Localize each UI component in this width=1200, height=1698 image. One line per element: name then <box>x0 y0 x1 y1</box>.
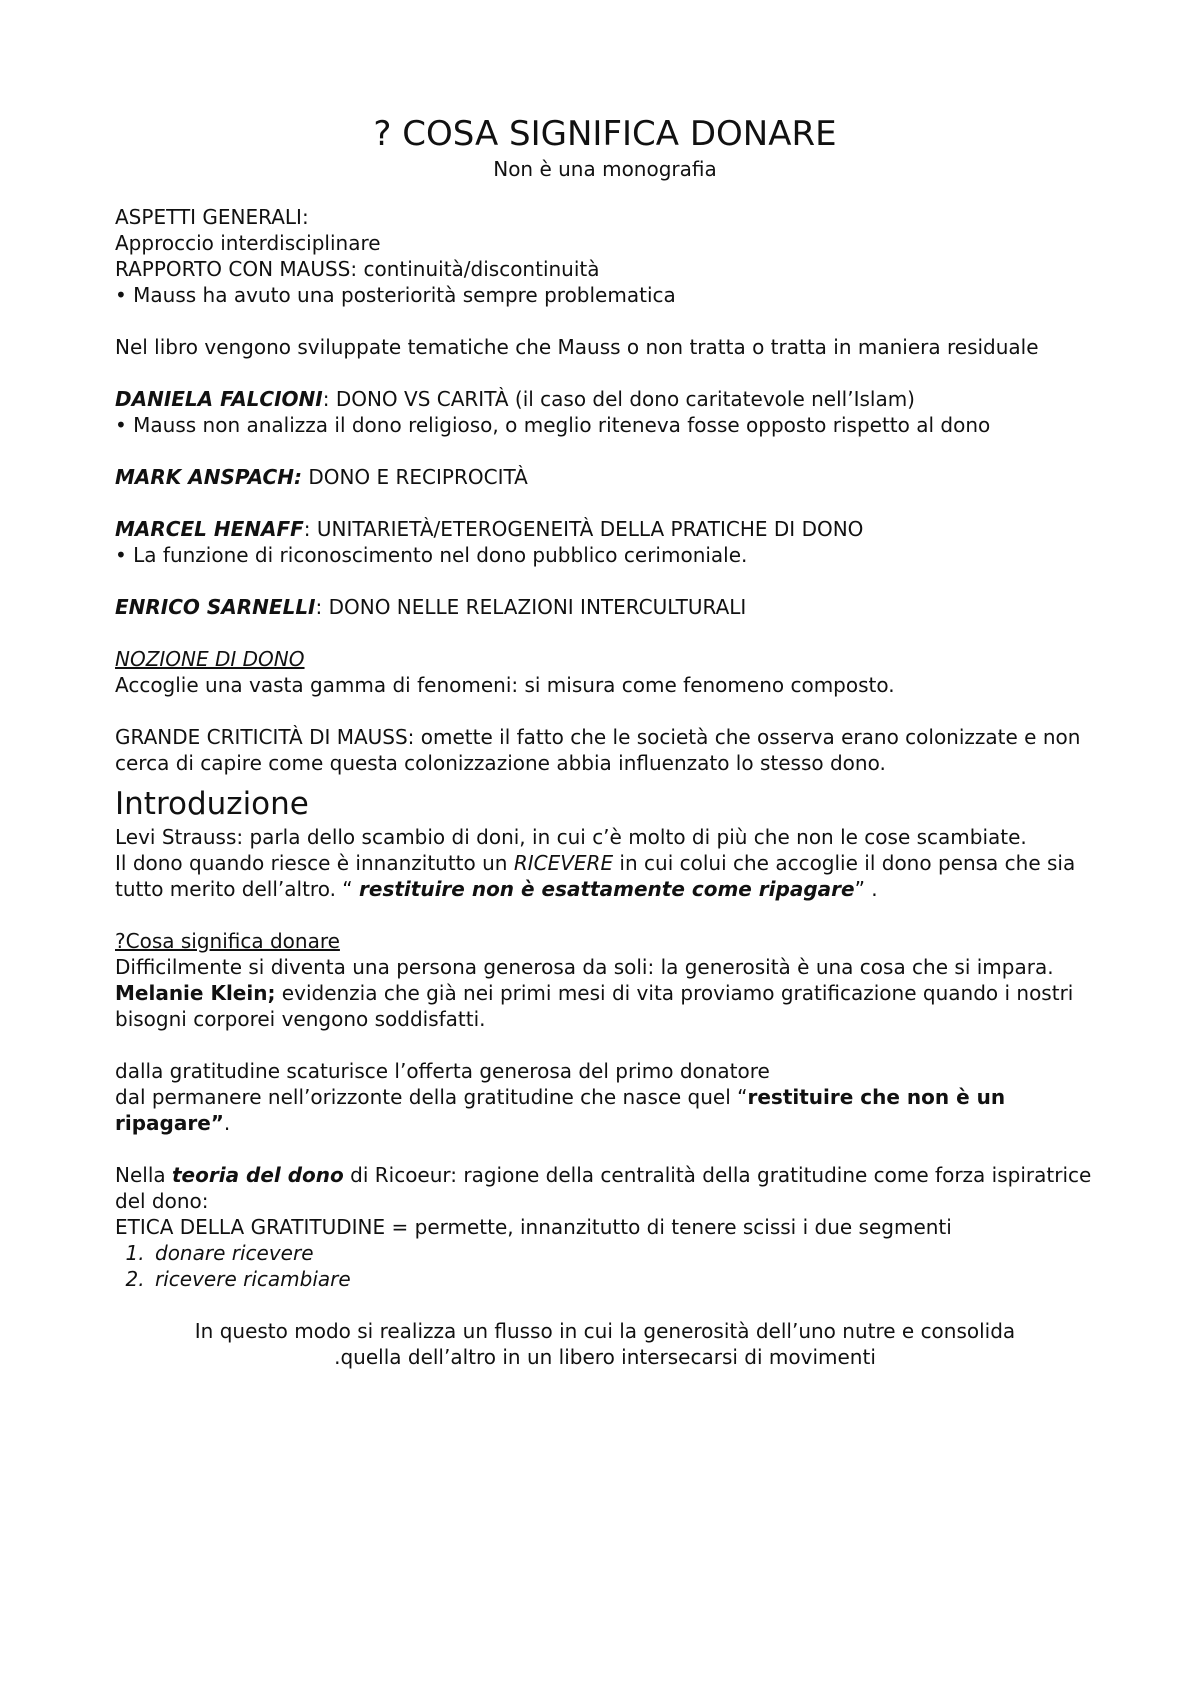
introduzione-heading: Introduzione <box>115 786 309 822</box>
list-item: 2. ricevere ricambiare <box>151 1266 1095 1292</box>
henaff-text: : UNITARIETÀ/ETEROGENEITÀ DELLA PRATICHE DI DONO <box>303 517 864 541</box>
klein-name: Melanie Klein; <box>115 981 276 1005</box>
ricoeur-paragraph <box>115 1162 1095 1214</box>
ricoeur-text-a: Nella <box>115 1163 172 1187</box>
dono-text-a: Il dono quando riesce è innanzitutto un <box>115 851 514 875</box>
aspetti-line1: Approccio interdisciplinare <box>115 231 381 255</box>
anspach-name: MARK ANSPACH: <box>115 465 302 489</box>
ricoeur-teoria: teoria del dono <box>172 1163 344 1187</box>
criticita-paragraph: GRANDE CRITICITÀ DI MAUSS: omette il fatto che le società che osserva erano colonizzate e non cerca di capire come questa colonizzazione abbia influenzato lo stesso dono. <box>115 725 1081 775</box>
nozione-heading: NOZIONE DI DONO <box>115 647 305 671</box>
aspetti-line2: RAPPORTO CON MAUSS: continuità/discontinuità <box>115 257 600 281</box>
dono-paragraph <box>115 850 1095 902</box>
anspach-text: DONO E RECIPROCITÀ <box>301 465 528 489</box>
dono-text-ricevere: RICEVERE <box>513 851 614 875</box>
falcioni-line <box>115 386 1095 412</box>
page-title: ? COSA SIGNIFICA DONARE <box>373 114 837 154</box>
gratitudine-line2 <box>115 1084 1095 1136</box>
dono-quote: restituire non è esattamente come ripagare <box>359 877 855 901</box>
segmenti-list <box>115 1240 1095 1292</box>
levi-paragraph: Levi Strauss: parla dello scambio di doni, in cui c’è molto di più che non le cose scambiate. <box>115 825 1027 849</box>
anspach-line <box>115 464 1095 490</box>
falcioni-name: DANIELA FALCIONI <box>115 387 323 411</box>
list-item: 1. donare ricevere <box>151 1240 1095 1266</box>
ricoeur-text-c: di Ricoeur: ragione della centralità della gratitudine come forza ispiratrice del dono: <box>115 1163 1092 1213</box>
falcioni-bullet: • Mauss non analizza il dono religioso, o meglio riteneva fosse opposto rispetto al dono <box>115 413 991 437</box>
falcioni-text: : DONO VS CARITÀ (il caso del dono caritatevole nell’Islam) <box>322 387 915 411</box>
nozione-text: Accoglie una vasta gamma di fenomeni: si misura come fenomeno composto. <box>115 673 895 697</box>
gratitudine-text-a: dal permanere nell’orizzonte della gratitudine che nasce quel “ <box>115 1085 748 1109</box>
etica-line: ETICA DELLA GRATITUDINE = permette, innanzitutto di tenere scissi i due segmenti <box>115 1215 952 1239</box>
cosa-heading: ?Cosa significa donare <box>115 929 340 953</box>
henaff-name: MARCEL HENAFF <box>115 517 304 541</box>
sarnelli-name: ENRICO SARNELLI <box>115 595 316 619</box>
klein-text: evidenzia che già nei primi mesi di vita proviamo gratificazione quando i nostri bisogni corporei vengono soddisfatti. <box>115 981 1074 1031</box>
conclusione-line1: In questo modo si realizza un flusso in cui la generosità dell’uno nutre e consolida <box>194 1319 1016 1343</box>
henaff-bullet: • La funzione di riconoscimento nel dono pubblico cerimoniale. <box>115 543 748 567</box>
gratitudine-line1: dalla gratitudine scaturisce l’offerta generosa del primo donatore <box>115 1059 770 1083</box>
cosa-text: Difficilmente si diventa una persona generosa da soli: la generosità è una cosa che si impara. <box>115 955 1054 979</box>
aspetti-heading: ASPETTI GENERALI: <box>115 205 309 229</box>
klein-paragraph <box>115 980 1095 1032</box>
aspetti-bullet: • Mauss ha avuto una posteriorità sempre problematica <box>115 283 676 307</box>
gratitudine-bold: restituire che non è un ripagare” <box>115 1085 1006 1135</box>
dono-text-e: ” . <box>854 877 878 901</box>
dono-text-c: in cui colui che accoglie il dono pensa che sia tutto merito dell’altro. “ <box>115 851 1076 901</box>
conclusione-line2: .quella dell’altro in un libero intersecarsi di movimenti <box>334 1345 876 1369</box>
document-body <box>115 112 1095 1370</box>
gratitudine-text-c: . <box>223 1111 231 1135</box>
libro-paragraph: Nel libro vengono sviluppate tematiche che Mauss o non tratta o tratta in maniera residuale <box>115 335 1039 359</box>
sarnelli-line <box>115 594 1095 620</box>
sarnelli-text: : DONO NELLE RELAZIONI INTERCULTURALI <box>315 595 747 619</box>
page-subtitle: Non è una monografia <box>493 157 717 181</box>
henaff-line <box>115 516 1095 542</box>
